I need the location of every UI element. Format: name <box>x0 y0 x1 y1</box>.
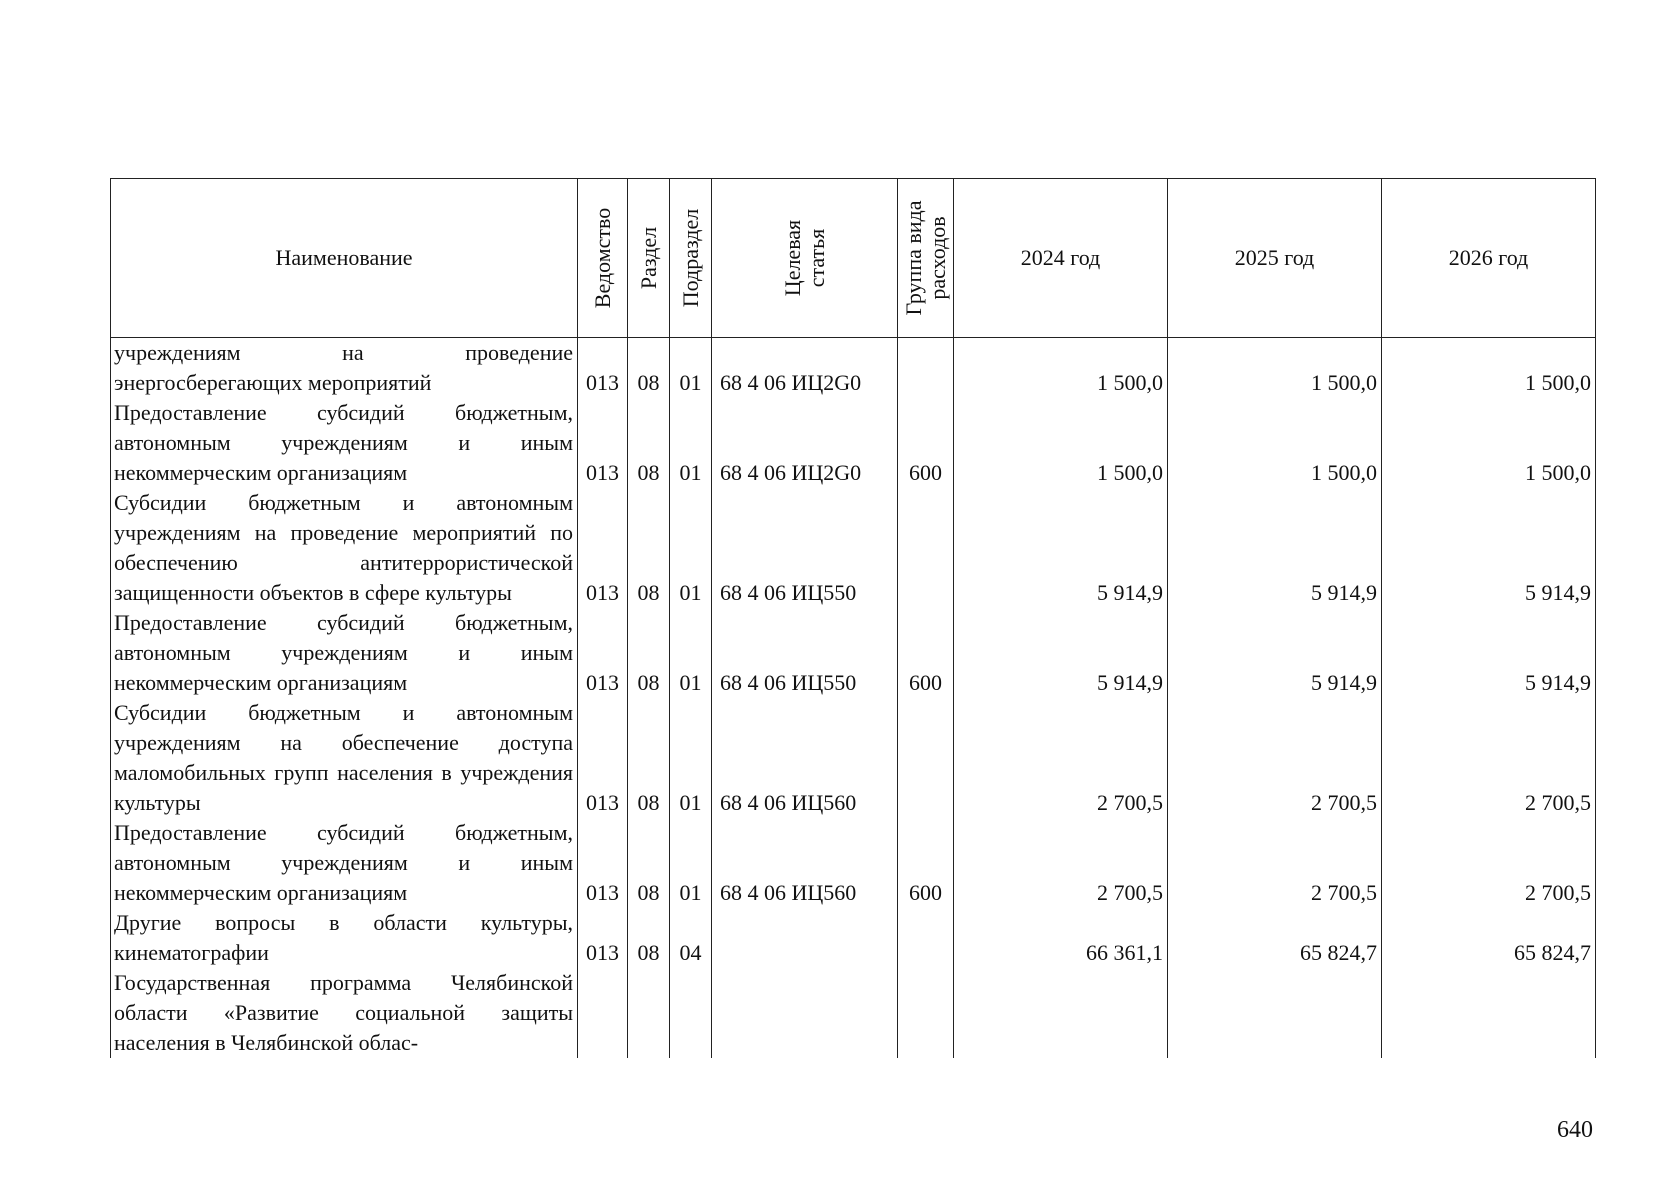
cell-expense-group: 600 <box>898 818 954 908</box>
cell-2026: 2 700,5 <box>1382 698 1596 818</box>
cell-name: Субсидии бюджетным и автономным учреждениям на обеспечение доступа маломобильных групп населения в учреждения культуры <box>111 698 578 818</box>
cell-department: 013 <box>578 608 628 698</box>
cell-department: 013 <box>578 698 628 818</box>
cell-expense-group: 600 <box>898 608 954 698</box>
budget-table <box>110 178 1596 1058</box>
cell-expense-group: 600 <box>898 398 954 488</box>
cell-subsection: 01 <box>670 698 712 818</box>
cell-2026: 2 700,5 <box>1382 818 1596 908</box>
header-year-2025: 2025 год <box>1168 179 1382 338</box>
cell-department: 013 <box>578 818 628 908</box>
cell-target-article: 68 4 06 ИЦ560 <box>712 698 898 818</box>
header-subsection: Подраздел <box>670 179 712 338</box>
cell-target-article: 68 4 06 ИЦ550 <box>712 608 898 698</box>
cell-section: 08 <box>628 338 670 399</box>
cell-2025: 5 914,9 <box>1168 608 1382 698</box>
cell-section: 08 <box>628 698 670 818</box>
table-body <box>111 338 1596 1059</box>
table-row <box>111 968 1596 1058</box>
cell-subsection: 01 <box>670 608 712 698</box>
cell-target-article <box>712 968 898 1058</box>
cell-section <box>628 968 670 1058</box>
cell-target-article: 68 4 06 ИЦ560 <box>712 818 898 908</box>
cell-subsection: 01 <box>670 338 712 399</box>
header-expense-group: Группа вида расходов <box>898 179 954 338</box>
cell-section: 08 <box>628 608 670 698</box>
cell-department: 013 <box>578 398 628 488</box>
cell-2024: 2 700,5 <box>954 698 1168 818</box>
cell-2025: 1 500,0 <box>1168 338 1382 399</box>
cell-expense-group <box>898 338 954 399</box>
cell-2026: 5 914,9 <box>1382 608 1596 698</box>
cell-subsection: 01 <box>670 488 712 608</box>
cell-2024 <box>954 968 1168 1058</box>
cell-department: 013 <box>578 488 628 608</box>
cell-2025: 65 824,7 <box>1168 908 1382 968</box>
cell-2026: 1 500,0 <box>1382 398 1596 488</box>
cell-name: Государственная программа Челябинской области «Развитие социальной защиты населения в Челябинской облас- <box>111 968 578 1058</box>
cell-2026: 5 914,9 <box>1382 488 1596 608</box>
cell-2025: 2 700,5 <box>1168 818 1382 908</box>
cell-2024: 2 700,5 <box>954 818 1168 908</box>
header-section: Раздел <box>628 179 670 338</box>
cell-section: 08 <box>628 908 670 968</box>
cell-department <box>578 968 628 1058</box>
cell-name: Субсидии бюджетным и автономным учреждениям на проведение мероприятий по обеспечению антитеррористической защищенности объектов в сфере культуры <box>111 488 578 608</box>
cell-name: Предоставление субсидий бюджетным, автономным учреждениям и иным некоммерческим организациям <box>111 818 578 908</box>
cell-2026: 65 824,7 <box>1382 908 1596 968</box>
cell-2024: 1 500,0 <box>954 338 1168 399</box>
cell-2025: 2 700,5 <box>1168 698 1382 818</box>
cell-section: 08 <box>628 818 670 908</box>
header-name: Наименование <box>111 179 578 338</box>
cell-name: Предоставление субсидий бюджетным, автономным учреждениям и иным некоммерческим организациям <box>111 398 578 488</box>
cell-2024: 5 914,9 <box>954 608 1168 698</box>
cell-section: 08 <box>628 488 670 608</box>
cell-2025: 5 914,9 <box>1168 488 1382 608</box>
table-row <box>111 338 1596 399</box>
table-row <box>111 488 1596 608</box>
cell-target-article <box>712 908 898 968</box>
cell-2025: 1 500,0 <box>1168 398 1382 488</box>
table-row <box>111 608 1596 698</box>
cell-2024: 1 500,0 <box>954 398 1168 488</box>
cell-expense-group <box>898 908 954 968</box>
table-header <box>111 179 1596 338</box>
cell-name: Другие вопросы в области культуры, кинематографии <box>111 908 578 968</box>
header-department: Ведомство <box>578 179 628 338</box>
cell-2025 <box>1168 968 1382 1058</box>
cell-expense-group <box>898 698 954 818</box>
table-row <box>111 908 1596 968</box>
header-target-article: Целевая статья <box>712 179 898 338</box>
cell-section: 08 <box>628 398 670 488</box>
header-year-2024: 2024 год <box>954 179 1168 338</box>
cell-2024: 5 914,9 <box>954 488 1168 608</box>
cell-target-article: 68 4 06 ИЦ550 <box>712 488 898 608</box>
cell-department: 013 <box>578 908 628 968</box>
cell-name: Предоставление субсидий бюджетным, автономным учреждениям и иным некоммерческим организациям <box>111 608 578 698</box>
cell-subsection: 01 <box>670 398 712 488</box>
cell-expense-group <box>898 488 954 608</box>
cell-subsection <box>670 968 712 1058</box>
cell-target-article: 68 4 06 ИЦ2G0 <box>712 338 898 399</box>
cell-subsection: 04 <box>670 908 712 968</box>
page-number: 640 <box>1557 1117 1593 1143</box>
cell-2024: 66 361,1 <box>954 908 1168 968</box>
cell-2026: 1 500,0 <box>1382 338 1596 399</box>
table-row <box>111 398 1596 488</box>
cell-2026 <box>1382 968 1596 1058</box>
cell-name: учреждениям на проведение энергосберегающих мероприятий <box>111 338 578 399</box>
cell-expense-group <box>898 968 954 1058</box>
header-year-2026: 2026 год <box>1382 179 1596 338</box>
cell-subsection: 01 <box>670 818 712 908</box>
table-row <box>111 698 1596 818</box>
cell-department: 013 <box>578 338 628 399</box>
table-row <box>111 818 1596 908</box>
cell-target-article: 68 4 06 ИЦ2G0 <box>712 398 898 488</box>
